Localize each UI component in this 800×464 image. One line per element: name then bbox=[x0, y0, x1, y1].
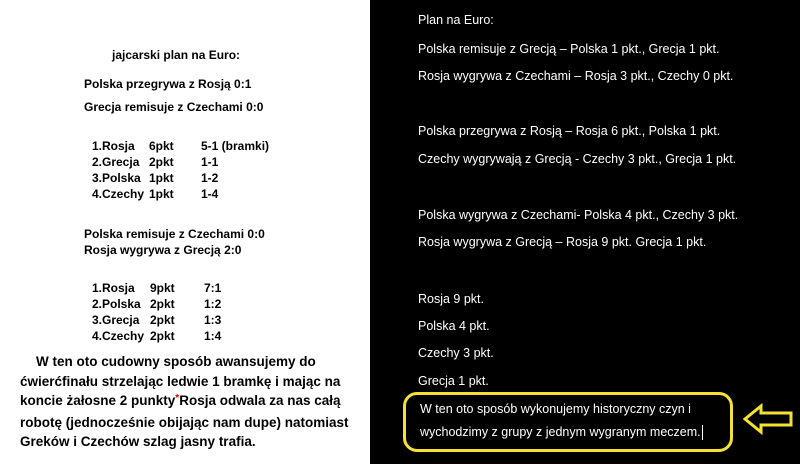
goals-cell: 1-2 bbox=[201, 171, 219, 185]
points-cell: 9pkt bbox=[150, 281, 175, 295]
team-cell: 1.Rosja bbox=[92, 281, 135, 295]
points-cell: 1pkt bbox=[149, 187, 174, 201]
score-cell: 1:4 bbox=[204, 329, 222, 343]
standing-line: Rosja 9 pkt. bbox=[418, 292, 485, 306]
team-cell: 2.Polska bbox=[92, 297, 141, 311]
highlight-line: W ten oto sposób wykonujemy historyczny czyn i bbox=[420, 402, 691, 416]
highlight-line bbox=[420, 425, 703, 440]
highlight-line-text: wychodzimy z grupy z jednym wygranym meczem. bbox=[420, 425, 701, 439]
scenario2-line: Rosja wygrywa z Grecją 2:0 bbox=[84, 243, 242, 257]
team-cell: 2.Grecja bbox=[92, 155, 140, 169]
goals-cell: 1-4 bbox=[201, 187, 219, 201]
plan-line: Rosja wygrywa z Grecją – Rosja 9 pkt. Grecja 1 pkt. bbox=[418, 235, 707, 249]
closing-paragraph bbox=[20, 352, 360, 452]
team-cell: 4.Czechy bbox=[92, 329, 145, 343]
points-cell: 2pkt bbox=[150, 313, 175, 327]
standing-line: Grecja 1 pkt. bbox=[418, 374, 489, 388]
plan-line: Rosja wygrywa z Czechami – Rosja 3 pkt., Czechy 0 pkt. bbox=[418, 69, 734, 83]
scenario1-line: Grecja remisuje z Czechami 0:0 bbox=[84, 100, 264, 114]
score-cell: 1:3 bbox=[204, 313, 222, 327]
goals-cell: 1-1 bbox=[201, 155, 219, 169]
score-cell: 1:2 bbox=[204, 297, 222, 311]
team-cell: 3.Polska bbox=[92, 171, 141, 185]
team-cell: 1.Rosja bbox=[92, 139, 135, 153]
highlight-box bbox=[403, 392, 733, 452]
team-cell: 4.Czechy bbox=[92, 187, 145, 201]
closing-line bbox=[20, 391, 360, 413]
team-cell: 3.Grecja bbox=[92, 313, 140, 327]
closing-line: robotę (jednocześnie obijając nam dupe) natomiast bbox=[20, 414, 349, 430]
plan-line: Polska remisuje z Grecją – Polska 1 pkt., Grecja 1 pkt. bbox=[418, 42, 720, 56]
points-cell: 6pkt bbox=[149, 139, 174, 153]
score-cell: 7:1 bbox=[204, 281, 222, 295]
closing-line: W ten oto cudowny sposób awansujemy do bbox=[36, 354, 316, 369]
closing-line-part: koncie żałosne 2 punkty bbox=[20, 393, 176, 408]
plan-line: Polska przegrywa z Rosją – Rosja 6 pkt., Polska 1 pkt. bbox=[418, 124, 721, 138]
closing-line: Greków i Czechów szlag jasny trafia. bbox=[20, 434, 256, 449]
right-panel bbox=[370, 0, 800, 464]
points-cell: 2pkt bbox=[150, 297, 175, 311]
standing-line: Czechy 3 pkt. bbox=[418, 346, 494, 360]
left-panel bbox=[0, 0, 370, 464]
right-title: Plan na Euro: bbox=[418, 13, 494, 27]
goals-cell: 5-1 (bramki) bbox=[201, 139, 270, 153]
points-cell: 2pkt bbox=[149, 155, 174, 169]
left-title: jajcarski plan na Euro: bbox=[112, 48, 241, 62]
left-arrow-icon bbox=[742, 403, 794, 435]
scenario1-line: Polska przegrywa z Rosją 0:1 bbox=[84, 77, 252, 91]
closing-line-part: Rosja odwala za nas całą bbox=[179, 393, 341, 408]
plan-line: Czechy wygrywają z Grecją - Czechy 3 pkt., Grecja 1 pkt. bbox=[418, 152, 737, 166]
points-cell: 1pkt bbox=[149, 171, 174, 185]
plan-line: Polska wygrywa z Czechami- Polska 4 pkt., Czechy 3 pkt. bbox=[418, 208, 739, 222]
closing-line: ćwierćfinału strzelając ledwie 1 bramkę i mając na bbox=[20, 373, 341, 389]
footnote-asterisk: * bbox=[175, 393, 180, 404]
points-cell: 2pkt bbox=[150, 329, 175, 343]
text-cursor bbox=[702, 425, 703, 440]
scenario2-line: Polska remisuje z Czechami 0:0 bbox=[84, 227, 265, 241]
standing-line: Polska 4 pkt. bbox=[418, 319, 490, 333]
